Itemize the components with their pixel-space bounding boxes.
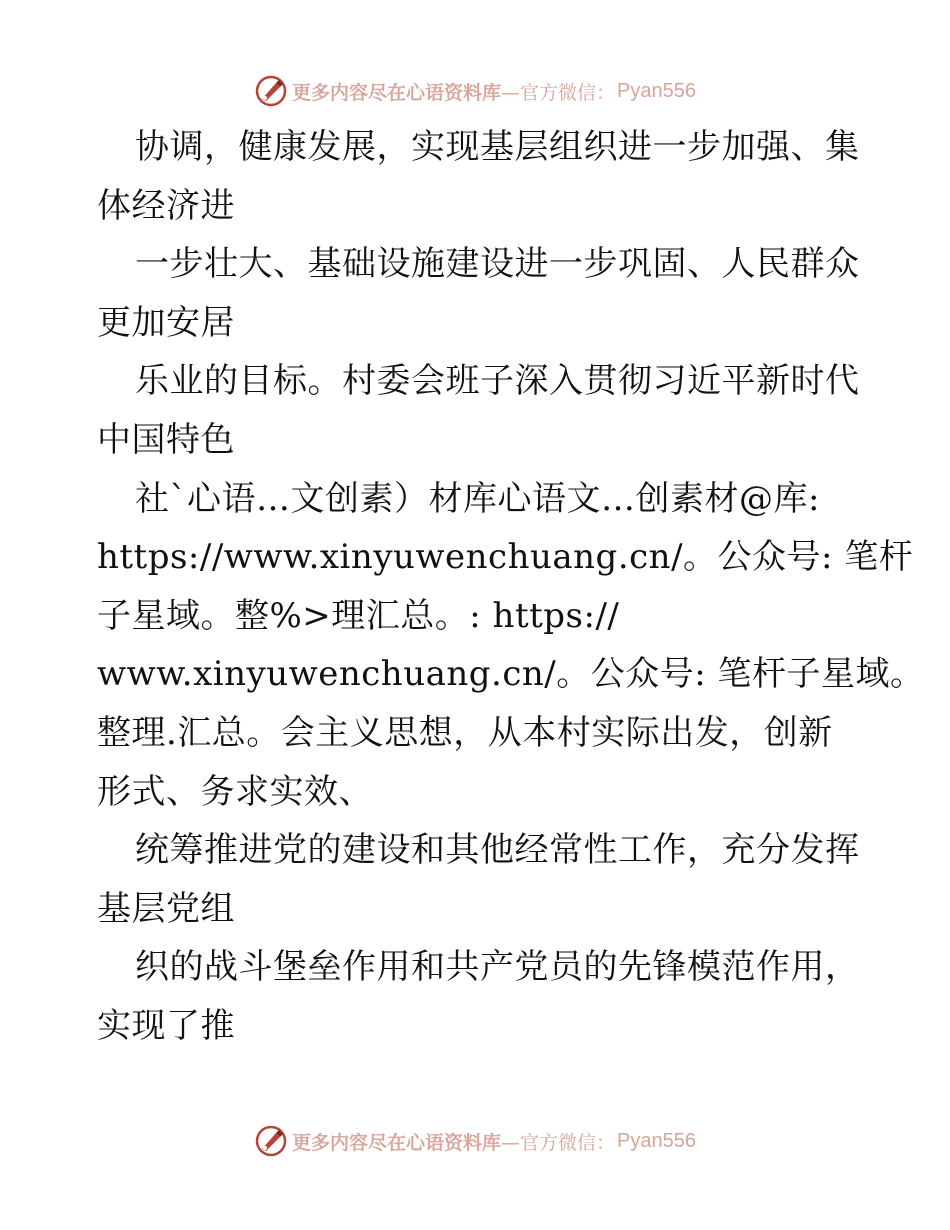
banner-wechat-label: —官方微信：: [501, 81, 616, 104]
banner-title: 更多内容尽在心语资料库: [292, 81, 502, 104]
text-line: 社`心语…文创素）材库心语文…创素材@库:: [135, 478, 820, 519]
document-body: [97, 118, 925, 1056]
pen-logo-icon: [254, 74, 288, 108]
text-line: 实现了推: [97, 1005, 235, 1046]
text-line: 协调，健康发展，实现基层组织进一步加强、集: [135, 127, 860, 167]
text-line: 形式、务求实效、: [97, 771, 373, 812]
header-banner: [0, 71, 950, 111]
text-line: 基层党组: [97, 888, 235, 929]
text-line: 体经济进: [97, 185, 235, 226]
footer-banner: [0, 1121, 950, 1161]
text-line: 一步壮大、基础设施建设进一步巩固、人民群众: [135, 244, 860, 285]
banner-wechat-label: —官方微信：: [501, 1131, 616, 1154]
text-line: 织的战斗堡垒作用和共产党员的先锋模范作用，: [135, 947, 860, 988]
text-line: https://www.xinyuwenchuang.cn/。公众号: 笔杆: [97, 537, 914, 578]
text-line: www.xinyuwenchuang.cn/。公众号: 笔杆子星域。: [97, 654, 925, 695]
text-line: 更加安居: [97, 302, 235, 343]
text-line: 整理.汇总。会主义思想，从本村实际出发，创新: [97, 712, 833, 753]
pen-logo-icon: [254, 1124, 288, 1158]
banner-wechat-id: Pyan556: [617, 1129, 696, 1152]
text-line: 统筹推进党的建设和其他经常性工作，充分发挥: [135, 830, 860, 871]
banner-wechat-id: Pyan556: [617, 79, 696, 102]
banner-title: 更多内容尽在心语资料库: [292, 1131, 502, 1154]
text-line: 乐业的目标。村委会班子深入贯彻习近平新时代: [135, 361, 860, 402]
text-line: 中国特色: [97, 419, 235, 460]
text-line: 子星域。整%>理汇总。: https://: [97, 595, 620, 636]
